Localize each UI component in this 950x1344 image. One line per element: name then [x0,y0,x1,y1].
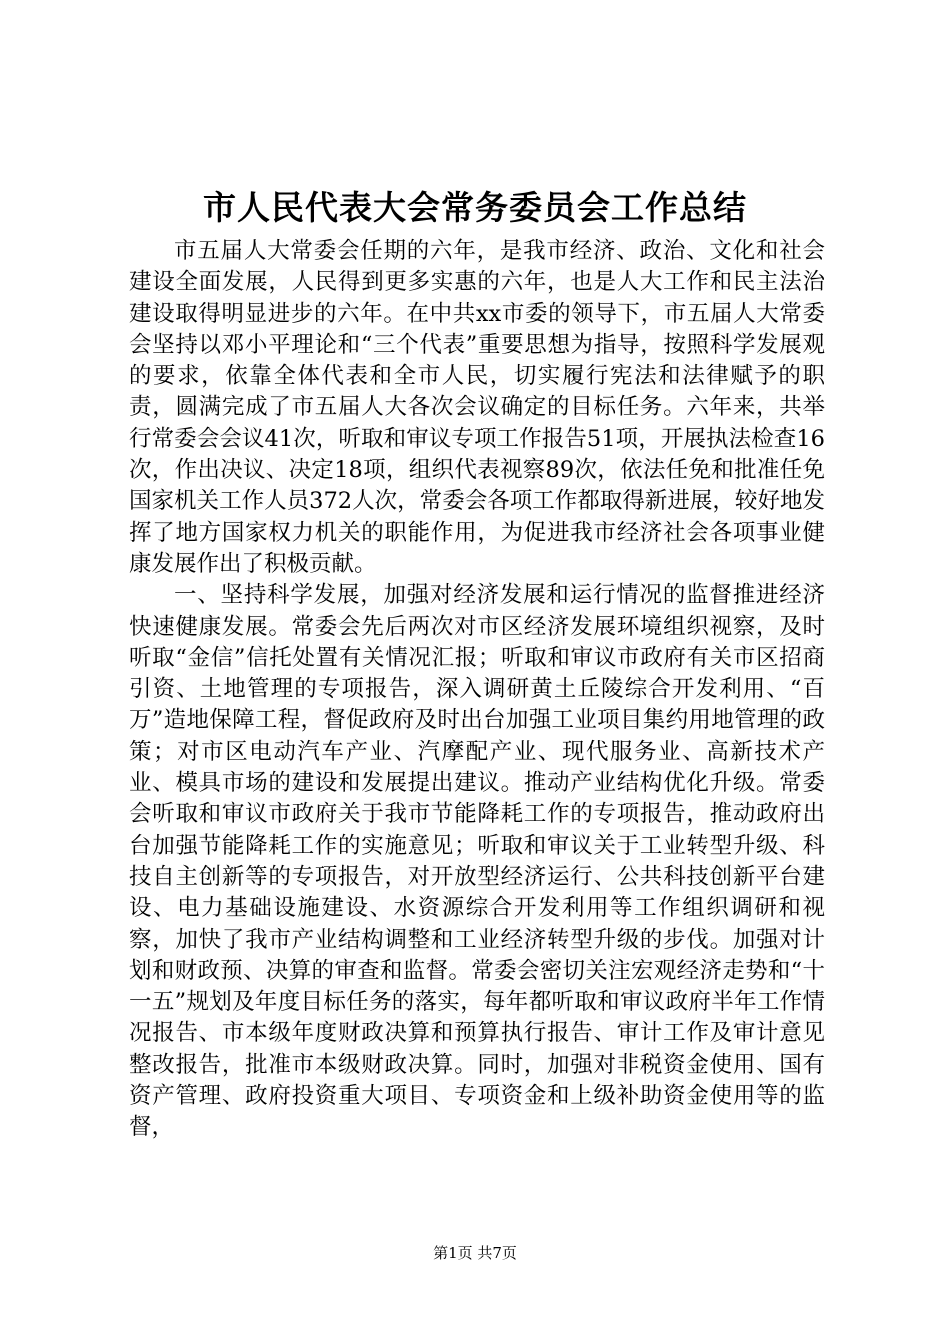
document-body [129,236,825,1144]
paragraph-section-one: 一、坚持科学发展，加强对经济发展和运行情况的监督推进经济快速健康发展。常委会先后两次对市区经济发展环境组织视察，及时听取“金信”信托处置有关情况汇报；听取和审议市政府有关市区招商引资、土地管理的专项报告，深入调研黄土丘陵综合开发利用、“百万”造地保障工程，督促政府及时出台加强工业项目集约用地管理的政策；对市区电动汽车产业、汽摩配产业、现代服务业、高新技术产业、模具市场的建设和发展提出建议。推动产业结构优化升级。常委会听取和审议市政府关于我市节能降耗工作的专项报告，推动政府出台加强节能降耗工作的实施意见；听取和审议关于工业转型升级、科技自主创新等的专项报告，对开放型经济运行、公共科技创新平台建设、电力基础设施建设、水资源综合开发利用等工作组织调研和视察，加快了我市产业结构调整和工业经济转型升级的步伐。加强对计划和财政预、决算的审查和监督。常委会密切关注宏观经济走势和“十一五”规划及年度目标任务的落实，每年都听取和审议政府半年工作情况报告、市本级年度财政决算和预算执行报告、审计工作及审计意见整改报告，批准市本级财政决算。同时，加强对非税资金使用、国有资产管理、政府投资重大项目、专项资金和上级补助资金使用等的监督， [129,582,825,1141]
document-title: 市人民代表大会常务委员会工作总结 [203,188,747,227]
page-footer: 第1页 共7页 [433,1244,517,1262]
paragraph-intro: 市五届人大常委会任期的六年，是我市经济、政治、文化和社会建设全面发展，人民得到更多实惠的六年，也是人大工作和民主法治建设取得明显进步的六年。在中共xx市委的领导下，市五届人大常委会坚持以邓小平理论和“三个代表”重要思想为指导，按照科学发展观的要求，依靠全体代表和全市人民，切实履行宪法和法律赋予的职责，圆满完成了市五届人大各次会议确定的目标任务。六年来，共举行常委会会议41次，听取和审议专项工作报告51项，开展执法检查16次，作出决议、决定18项，组织代表视察89次，依法任免和批准任免国家机关工作人员372人次，常委会各项工作都取得新进展，较好地发挥了地方国家权力机关的职能作用，为促进我市经济社会各项事业健康发展作出了积极贡献。 [129,238,825,577]
